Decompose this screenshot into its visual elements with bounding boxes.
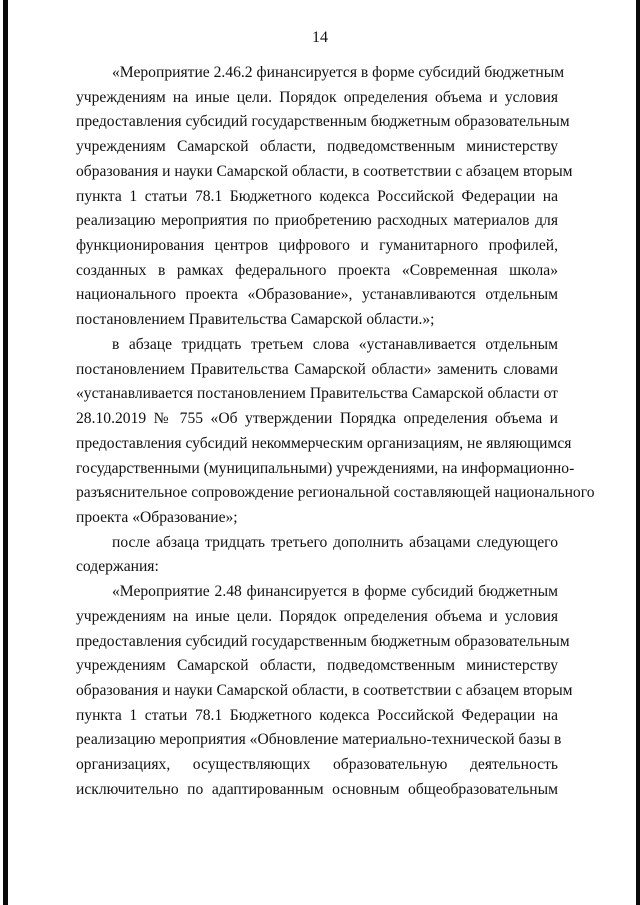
text-line: учреждениям на иные цели. Порядок определения объема и условия	[76, 607, 558, 625]
scan-edge-right	[636, 0, 640, 905]
text-line: постановлением Правительства Самарской области» заменить словами	[76, 360, 558, 378]
text-line: «Мероприятие 2.46.2 финансируется в форме субсидий бюджетным	[112, 64, 565, 81]
text-line: предоставления субсидий государственным бюджетным образовательным	[76, 113, 570, 131]
text-line: 28.10.2019 № 755 «Об утверждении Порядка определения объема и	[76, 410, 558, 428]
text-line: учреждениям Самарской области, подведомственным министерству	[76, 657, 558, 675]
text-line: предоставления субсидий государственным бюджетным образовательным	[76, 632, 570, 650]
text-line: после абзаца тридцать третьего дополнить абзацами следующего	[112, 533, 558, 551]
text-line: разъяснительное сопровождение региональной составляющей национального	[76, 484, 595, 502]
text-line: организациях, осуществляющих образовательную деятельность	[76, 756, 558, 774]
text-line: «устанавливается постановлением Правительства Самарской области от	[76, 385, 558, 403]
text-line: в абзаце тридцать третьем слова «устанавливается отдельным	[112, 335, 558, 353]
text-line: государственными (муниципальными) учреждениями, на информационно-	[76, 459, 575, 477]
text-line: образования и науки Самарской области, в соответствии с абзацем вторым	[76, 162, 573, 180]
document-body	[76, 62, 595, 804]
text-line: проекта «Образование»;	[76, 508, 238, 526]
text-line: созданных в рамках федерального проекта «Современная школа»	[76, 261, 558, 279]
text-line: пункта 1 статьи 78.1 Бюджетного кодекса Российской Федерации на	[76, 706, 558, 724]
text-line: учреждениям на иные цели. Порядок определения объема и условия	[76, 88, 558, 106]
text-line: реализацию мероприятия по приобретению расходных материалов для	[76, 212, 558, 230]
text-line: содержания:	[76, 558, 159, 576]
page-number: 14	[312, 29, 328, 46]
text-line: образования и науки Самарской области, в соответствии с абзацем вторым	[76, 681, 573, 699]
text-line: национального проекта «Образование», устанавливаются отдельным	[76, 286, 558, 304]
text-line: постановлением Правительства Самарской области.»;	[76, 311, 435, 329]
text-line: предоставления субсидий некоммерческим организациям, не являющимся	[76, 434, 572, 452]
text-line: реализацию мероприятия «Обновление материально-технической базы в	[76, 731, 562, 749]
text-line: функционирования центров цифрового и гуманитарного профилей,	[76, 237, 558, 255]
scan-edge-left	[3, 0, 8, 905]
text-line: учреждениям Самарской области, подведомственным министерству	[76, 138, 558, 156]
text-line: исключительно по адаптированным основным общеобразовательным	[76, 780, 558, 798]
text-line: «Мероприятие 2.48 финансируется в форме субсидий бюджетным	[112, 583, 558, 601]
text-line: пункта 1 статьи 78.1 Бюджетного кодекса Российской Федерации на	[76, 187, 558, 205]
